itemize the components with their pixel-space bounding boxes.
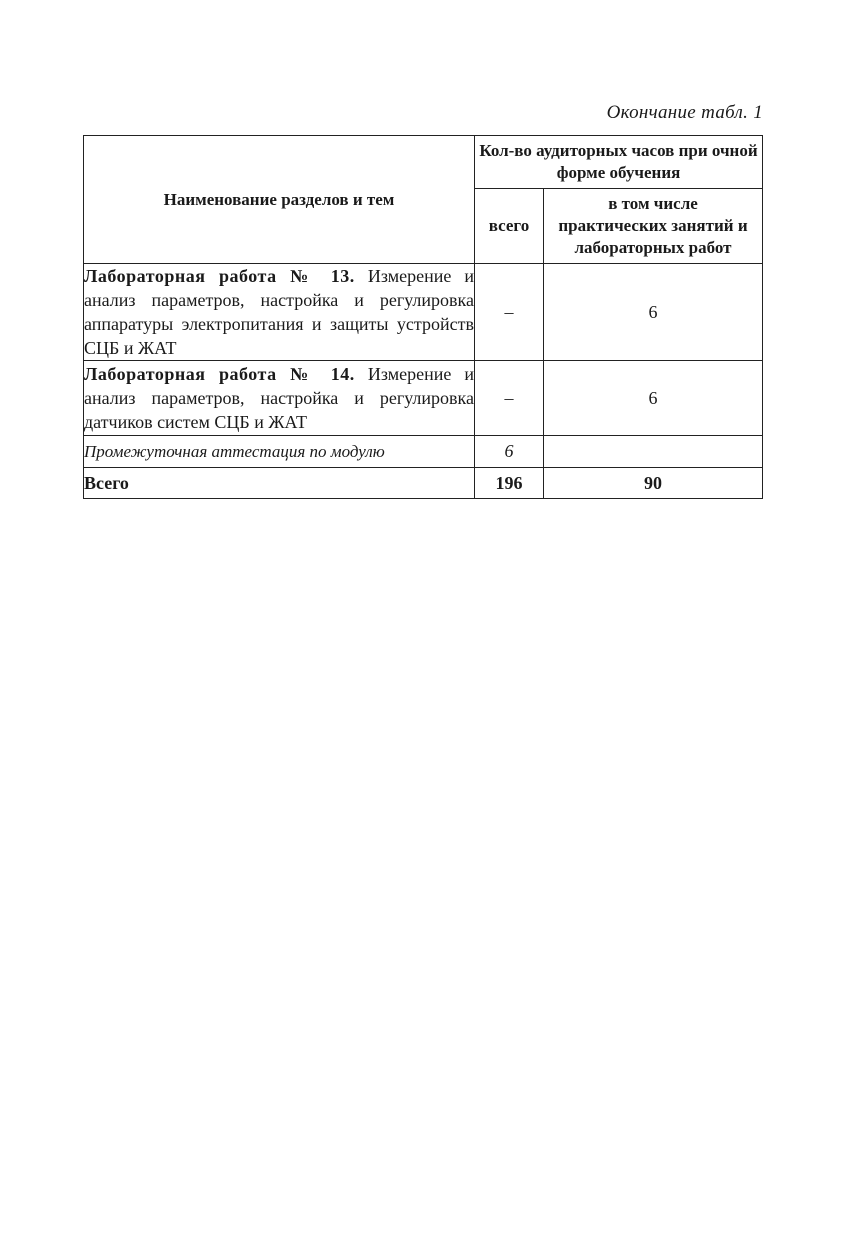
hours-table: [83, 135, 763, 499]
table-caption: Окончание табл. 1: [606, 102, 763, 123]
header-practical-column: в том числе практических занятий и лабораторных работ: [544, 189, 763, 264]
lab-work-title: Лабораторная работа № 14.: [84, 364, 355, 384]
attestation-total-hours: 6: [475, 436, 544, 468]
summary-label: Всего: [84, 468, 475, 499]
row-total-hours: –: [475, 361, 544, 436]
table-row: [84, 436, 763, 468]
table-row: [84, 264, 763, 361]
header-hours-group: Кол-во аудиторных часов при очной форме обучения: [475, 136, 763, 189]
summary-practical-hours: 90: [544, 468, 763, 499]
header-name-column: Наименование разделов и тем: [84, 136, 475, 264]
table-row: [84, 468, 763, 499]
attestation-practical-hours: [544, 436, 763, 468]
summary-total-hours: 196: [475, 468, 544, 499]
lab-work-text: Измерение и анализ параметров, настройка и регулировка аппаратуры электропитания и защиты устройств СЦБ и ЖАТ: [84, 266, 474, 358]
lab-work-title: Лабораторная работа № 13.: [84, 266, 355, 286]
row-practical-hours: 6: [544, 264, 763, 361]
header-total-column: всего: [475, 189, 544, 264]
row-practical-hours: 6: [544, 361, 763, 436]
row-description: [84, 264, 475, 361]
row-description: [84, 361, 475, 436]
lab-work-text: Измерение и анализ параметров, настройка и регулировка датчиков систем СЦБ и ЖАТ: [84, 364, 474, 432]
table-row: [84, 361, 763, 436]
attestation-label: Промежуточная аттестация по модулю: [84, 436, 475, 468]
row-total-hours: –: [475, 264, 544, 361]
